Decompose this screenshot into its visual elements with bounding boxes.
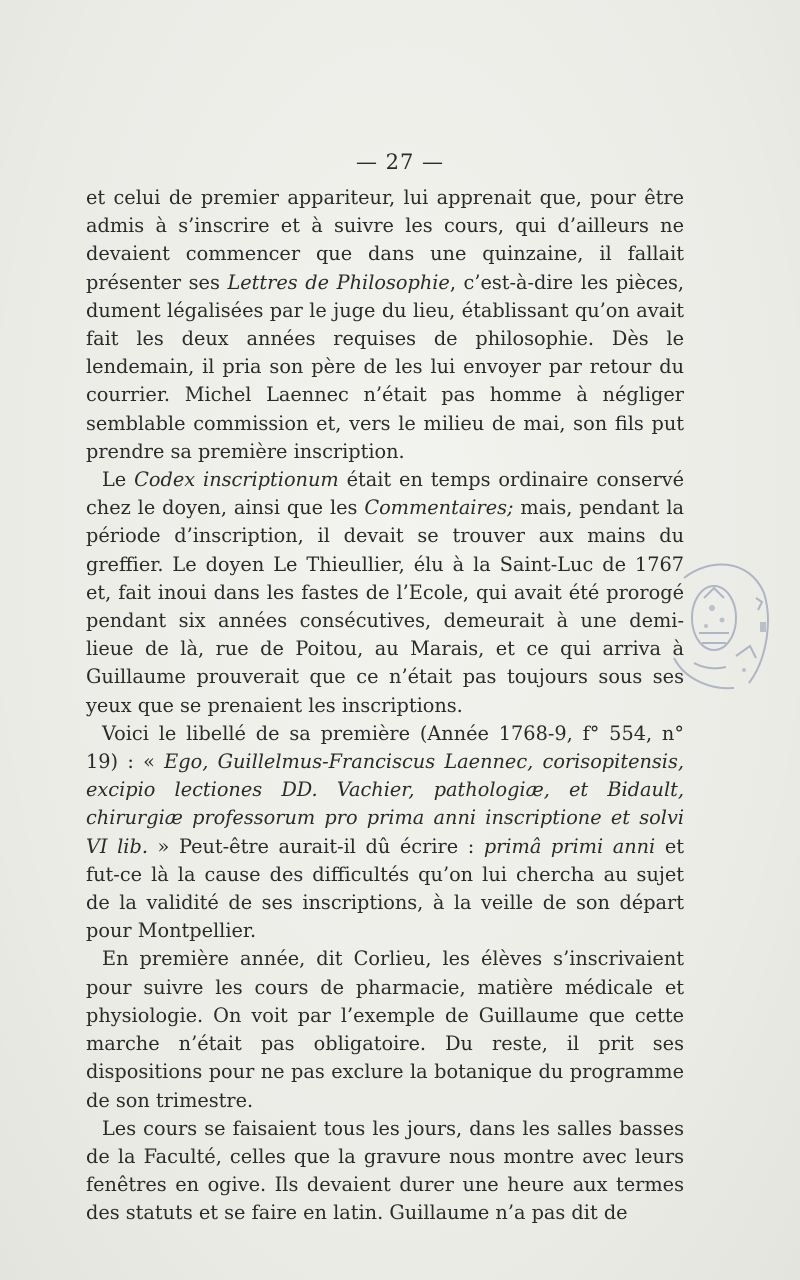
text-segment: » Peut-être aurait-il dû écrire : (147, 834, 484, 858)
text-segment: et celui de premier appariteur, lui apprenait que, pour être admis à s’inscrire et à suivre les cours, qui d’ailleurs ne devaient commencer que dans une quinzaine, il fallait présenter ses (86, 186, 684, 294)
paragraph (86, 720, 684, 946)
text-segment: et fut-ce là la cause des difficultés qu’on lui chercha au sujet de la validité de ses inscriptions, à la veille de son départ pour Montpellier. (86, 834, 684, 943)
paragraph (86, 466, 684, 720)
text-segment: mais, pendant la période d’inscription, il devait se trouver aux mains du greffier. Le doyen Le Thieullier, élu à la Saint-Luc de 1767 et, fait inoui dans les fastes de l’Ecole, qui avait été prorogé pendant six années consécutives, demeurait à une demi-lieue de là, rue de Poitou, au Marais, et ce qui arriva à Guillaume prouverait que ce n’était pas toujours sous ses yeux que se prenaient les inscriptions. (86, 496, 684, 717)
italic-text: Codex inscriptionum (134, 468, 339, 492)
page-number: — 27 — (355, 150, 445, 174)
text-segment: Le (102, 468, 135, 492)
paragraph (86, 184, 684, 466)
italic-text: Commentaires; (364, 496, 514, 520)
italic-text: primâ primi anni (483, 834, 656, 858)
italic-text: Lettres de Philosophie (227, 270, 450, 294)
paragraph (86, 945, 684, 1114)
text-segment: , c’est-à-dire les pièces, dument légalisées par le juge du lieu, établissant qu’on avait fait les deux années requises de philosophie. Dès le lendemain, il pria son père de les lui envoyer par retour du courrier. Michel Laennec n’était pas homme à négliger semblable commission et, vers le milieu de mai, son fils put prendre sa première inscription. (86, 270, 685, 463)
text-segment: était en temps ordinaire conservé chez le doyen, ainsi que les (86, 468, 684, 520)
body-text (86, 184, 684, 1228)
italic-text: Ego, Guillelmus-Franciscus Laennec, corisopitensis, excipio lectiones DD. Vachier, pathologiæ, et Bidault, chirurgiæ professorum pro prima anni inscriptione et solvi VI lib. (86, 750, 684, 858)
text-segment: Les cours se faisaient tous les jours, dans les salles basses de la Faculté, celles que la gravure nous montre avec leurs fenêtres en ogive. Ils devaient durer une heure aux termes des statuts et se faire en latin. Guillaume n’a pas dit de (86, 1116, 684, 1225)
text-segment: Voici le libellé de sa première (Année 1768-9, f° 554, n° 19) : « (86, 721, 684, 774)
library-stamp-icon (664, 538, 774, 698)
text-segment: En première année, dit Corlieu, les élèves s’inscrivaient pour suivre les cours de pharmacie, matière médicale et physiologie. On voit par l’exemple de Guillaume que cette marche n’était pas obligatoire. Du reste, il prit ses dispositions pour ne pas exclure la botanique du programme de son trimestre. (86, 947, 684, 1112)
paragraph (86, 1115, 684, 1228)
